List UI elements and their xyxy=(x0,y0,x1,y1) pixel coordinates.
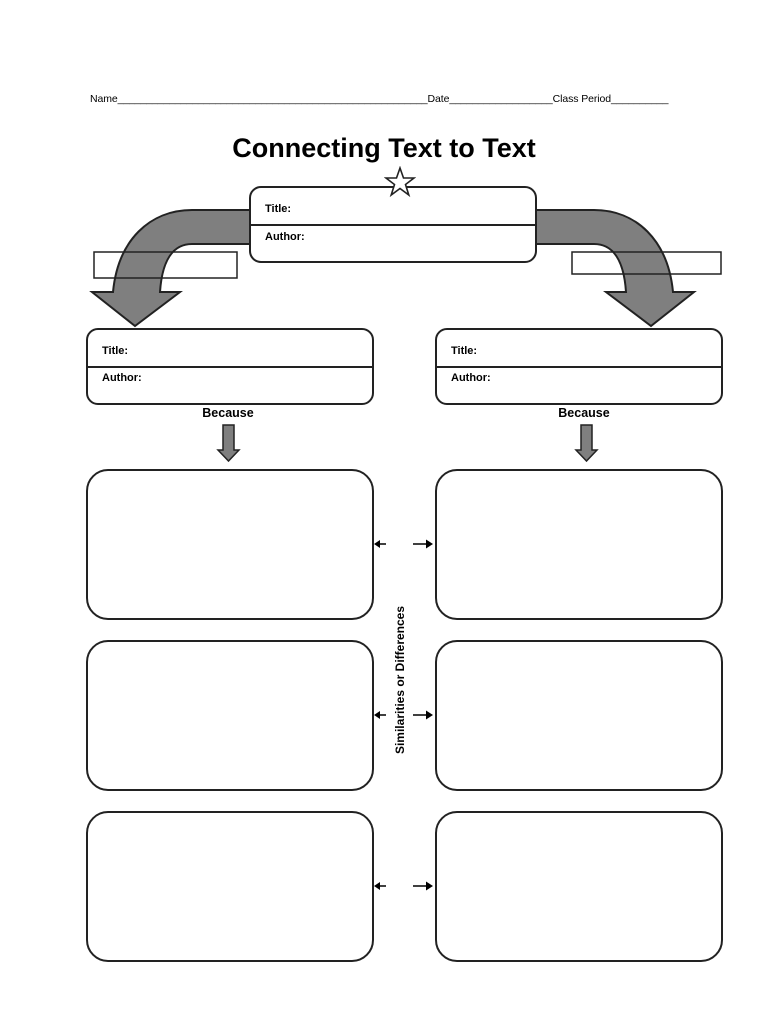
down-arrow-right-icon xyxy=(576,425,597,461)
left-title-label: Title: xyxy=(102,345,129,357)
star-icon xyxy=(384,166,416,198)
header-fields-line: Name______________________________________________________Date__________________Class Period__________ xyxy=(90,93,669,105)
down-arrow-left-icon xyxy=(218,425,239,461)
right-response-box-3[interactable] xyxy=(435,811,723,962)
curved-arrow-left-icon xyxy=(92,210,250,326)
double-arrow-icon xyxy=(374,882,433,891)
right-title-label: Title: xyxy=(451,345,478,357)
center-title-label: Title: xyxy=(265,203,292,215)
left-response-box-2[interactable] xyxy=(86,640,374,791)
right-response-box-2[interactable] xyxy=(435,640,723,791)
left-because-label: Because xyxy=(202,406,254,420)
double-arrow-icon xyxy=(374,540,433,549)
page-title: Connecting Text to Text xyxy=(232,133,536,163)
right-response-box-1[interactable] xyxy=(435,469,723,620)
left-response-box-1[interactable] xyxy=(86,469,374,620)
similarities-differences-label: Similarities or Differences xyxy=(393,605,407,755)
left-response-box-3[interactable] xyxy=(86,811,374,962)
left-text-box xyxy=(86,328,374,405)
left-author-label: Author: xyxy=(102,372,142,384)
curved-arrow-right-icon xyxy=(536,210,694,326)
right-text-box xyxy=(435,328,723,405)
right-author-label: Author: xyxy=(451,372,491,384)
right-because-label: Because xyxy=(558,406,610,420)
center-author-label: Author: xyxy=(265,231,305,243)
